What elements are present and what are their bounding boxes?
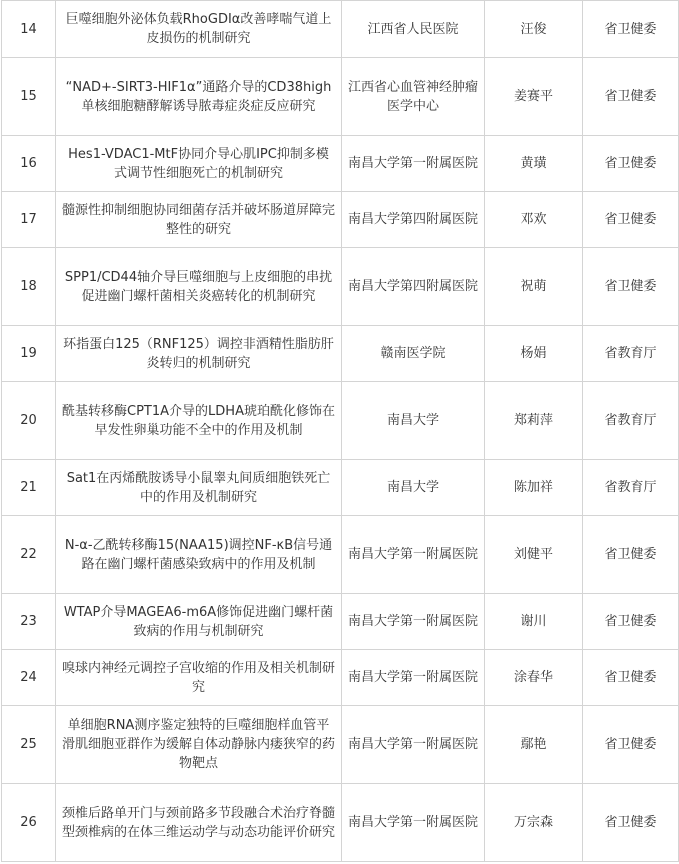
project-unit: 南昌大学 — [342, 382, 485, 460]
project-leader: 涂春华 — [485, 650, 583, 706]
project-title: 嗅球内神经元调控子宫收缩的作用及相关机制研究 — [56, 650, 342, 706]
row-number: 23 — [2, 594, 56, 650]
project-leader: 姜赛平 — [485, 58, 583, 136]
row-number: 15 — [2, 58, 56, 136]
project-department: 省卫健委 — [583, 192, 679, 248]
project-title: Sat1在丙烯酰胺诱导小鼠睾丸间质细胞铁死亡中的作用及机制研究 — [56, 460, 342, 516]
project-department: 省卫健委 — [583, 594, 679, 650]
table-row — [2, 1, 679, 58]
project-leader: 祝萌 — [485, 248, 583, 326]
project-unit: 南昌大学第一附属医院 — [342, 706, 485, 784]
project-table-body — [2, 1, 679, 862]
table-row — [2, 136, 679, 192]
project-unit: 赣南医学院 — [342, 326, 485, 382]
project-department: 省教育厅 — [583, 382, 679, 460]
project-title: WTAP介导MAGEA6-m6A修饰促进幽门螺杆菌致病的作用与机制研究 — [56, 594, 342, 650]
project-department: 省卫健委 — [583, 516, 679, 594]
project-unit: 南昌大学第一附属医院 — [342, 784, 485, 862]
row-number: 19 — [2, 326, 56, 382]
project-unit: 南昌大学 — [342, 460, 485, 516]
project-unit: 江西省人民医院 — [342, 1, 485, 58]
row-number: 24 — [2, 650, 56, 706]
project-leader: 万宗森 — [485, 784, 583, 862]
table-row — [2, 58, 679, 136]
table-row — [2, 784, 679, 862]
project-department: 省教育厅 — [583, 460, 679, 516]
project-department: 省卫健委 — [583, 784, 679, 862]
table-row — [2, 460, 679, 516]
table-row — [2, 326, 679, 382]
table-row — [2, 516, 679, 594]
table-row — [2, 248, 679, 326]
project-title: 巨噬细胞外泌体负载RhoGDIα改善哮喘气道上皮损伤的机制研究 — [56, 1, 342, 58]
project-title: 单细胞RNA测序鉴定独特的巨噬细胞样血管平滑肌细胞亚群作为缓解自体动静脉内瘘狭窄的药物靶点 — [56, 706, 342, 784]
project-unit: 江西省心血管神经肿瘤医学中心 — [342, 58, 485, 136]
project-table — [1, 0, 679, 862]
table-row — [2, 192, 679, 248]
project-leader: 郑莉萍 — [485, 382, 583, 460]
row-number: 16 — [2, 136, 56, 192]
row-number: 25 — [2, 706, 56, 784]
row-number: 21 — [2, 460, 56, 516]
project-leader: 刘健平 — [485, 516, 583, 594]
project-department: 省卫健委 — [583, 1, 679, 58]
project-department: 省卫健委 — [583, 248, 679, 326]
row-number: 26 — [2, 784, 56, 862]
row-number: 20 — [2, 382, 56, 460]
project-department: 省卫健委 — [583, 58, 679, 136]
project-unit: 南昌大学第一附属医院 — [342, 136, 485, 192]
project-leader: 陈加祥 — [485, 460, 583, 516]
project-unit: 南昌大学第一附属医院 — [342, 516, 485, 594]
project-leader: 鄢艳 — [485, 706, 583, 784]
row-number: 14 — [2, 1, 56, 58]
table-row — [2, 594, 679, 650]
project-department: 省卫健委 — [583, 706, 679, 784]
project-department: 省卫健委 — [583, 136, 679, 192]
project-title: 颈椎后路单开门与颈前路多节段融合术治疗脊髓型颈椎病的在体三维运动学与动态功能评价研究 — [56, 784, 342, 862]
project-title: N-α-乙酰转移酶15(NAA15)调控NF-κB信号通路在幽门螺杆菌感染致病中的作用及机制 — [56, 516, 342, 594]
project-unit: 南昌大学第四附属医院 — [342, 248, 485, 326]
row-number: 22 — [2, 516, 56, 594]
project-title: Hes1-VDAC1-MtF协同介导心肌IPC抑制多模式调节性细胞死亡的机制研究 — [56, 136, 342, 192]
project-unit: 南昌大学第一附属医院 — [342, 594, 485, 650]
project-title: SPP1/CD44轴介导巨噬细胞与上皮细胞的串扰促进幽门螺杆菌相关炎癌转化的机制研究 — [56, 248, 342, 326]
project-title: “NAD+-SIRT3-HIF1α”通路介导的CD38high单核细胞糖酵解诱导脓毒症炎症反应研究 — [56, 58, 342, 136]
project-unit: 南昌大学第一附属医院 — [342, 650, 485, 706]
project-department: 省教育厅 — [583, 326, 679, 382]
row-number: 18 — [2, 248, 56, 326]
table-row — [2, 706, 679, 784]
project-leader: 邓欢 — [485, 192, 583, 248]
project-leader: 谢川 — [485, 594, 583, 650]
project-title: 髓源性抑制细胞协同细菌存活并破坏肠道屏障完整性的研究 — [56, 192, 342, 248]
row-number: 17 — [2, 192, 56, 248]
project-leader: 汪俊 — [485, 1, 583, 58]
project-unit: 南昌大学第四附属医院 — [342, 192, 485, 248]
project-title: 环指蛋白125（RNF125）调控非酒精性脂肪肝炎转归的机制研究 — [56, 326, 342, 382]
project-leader: 黄璜 — [485, 136, 583, 192]
project-title: 酰基转移酶CPT1A介导的LDHA琥珀酰化修饰在早发性卵巢功能不全中的作用及机制 — [56, 382, 342, 460]
project-leader: 杨娟 — [485, 326, 583, 382]
table-row — [2, 382, 679, 460]
table-row — [2, 650, 679, 706]
project-department: 省卫健委 — [583, 650, 679, 706]
